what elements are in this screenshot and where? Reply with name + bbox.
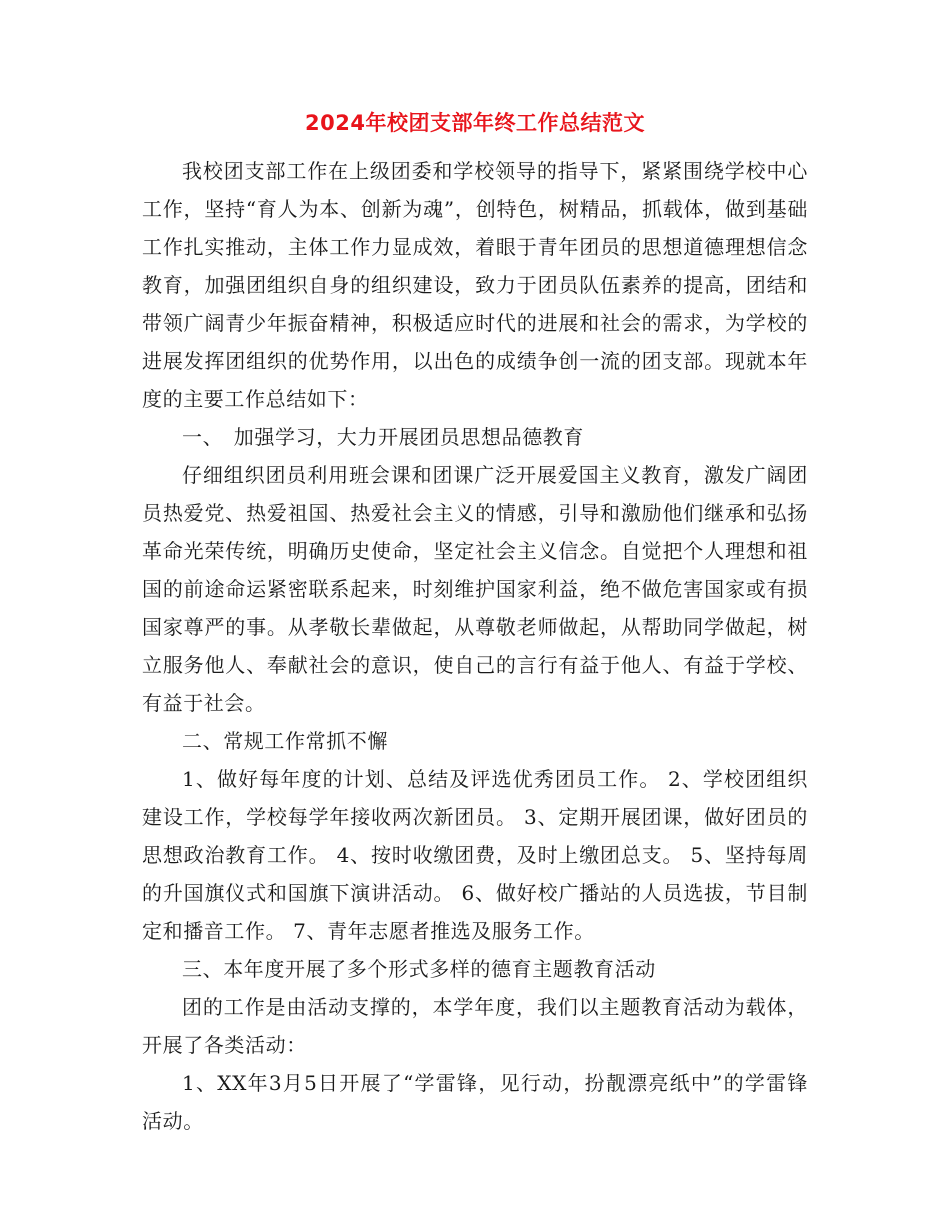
document-title: 2024年校团支部年终工作总结范文 [305, 111, 645, 135]
document-page [142, 108, 808, 1140]
intro-paragraph: 我校团支部工作在上级团委和学校领导的指导下，紧紧围绕学校中心工作，坚持“育人为本、创新为魂”，创特色，树精品，抓载体，做到基础工作扎实推动，主体工作力显成效，着眼于青年团员的思想道德理想信念教育，加强团组织自身的组织建设，致力于团员队伍素养的提高，团结和带领广阔青少年振奋精神，积极适应时代的进展和社会的需求，为学校的进展发挥团组织的优势作用，以出色的成绩争创一流的团支部。现就本年度的主要工作总结如下： [142, 159, 808, 411]
section-1-paragraph: 仔细组织团员利用班会课和团课广泛开展爱国主义教育，激发广阔团员热爱党、热爱祖国、热爱社会主义的情感，引导和激励他们继承和弘扬革命光荣传统，明确历史使命，坚定社会主义信念。自觉把个人理想和祖国的前途命运紧密联系起来，时刻维护国家利益，绝不做危害国家或有损国家尊严的事。从孝敬长辈做起，从尊敬老师做起，从帮助同学做起，树立服务他人、奉献社会的意识，使自己的言行有益于他人、有益于学校、有益于社会。 [142, 463, 808, 715]
section-3-item-1: 1、XX年3月5日开展了“学雷锋，见行动，扮靓漂亮纸中”的学雷锋活动。 [142, 1071, 808, 1133]
section-2-paragraph: 1、做好每年度的计划、总结及评选优秀团员工作。 2、学校团组织建设工作，学校每学年接收两次新团员。 3、定期开展团课，做好团员的思想政治教育工作。 4、按时收缴团费，及时上缴团总支。 5、坚持每周的升国旗仪式和国旗下演讲活动。 6、做好校广播站的人员选拔，节目制定和播音工作。 7、青年志愿者推选及服务工作。 [142, 767, 808, 943]
section-3-paragraph: 团的工作是由活动支撑的，本学年度，我们以主题教育活动为载体，开展了各类活动： [142, 995, 808, 1057]
section-heading-2: 二、常规工作常抓不懈 [182, 729, 388, 753]
section-heading-1: 一、 加强学习，大力开展团员思想品德教育 [182, 425, 584, 449]
section-heading-3: 三、本年度开展了多个形式多样的德育主题教育活动 [182, 957, 656, 981]
